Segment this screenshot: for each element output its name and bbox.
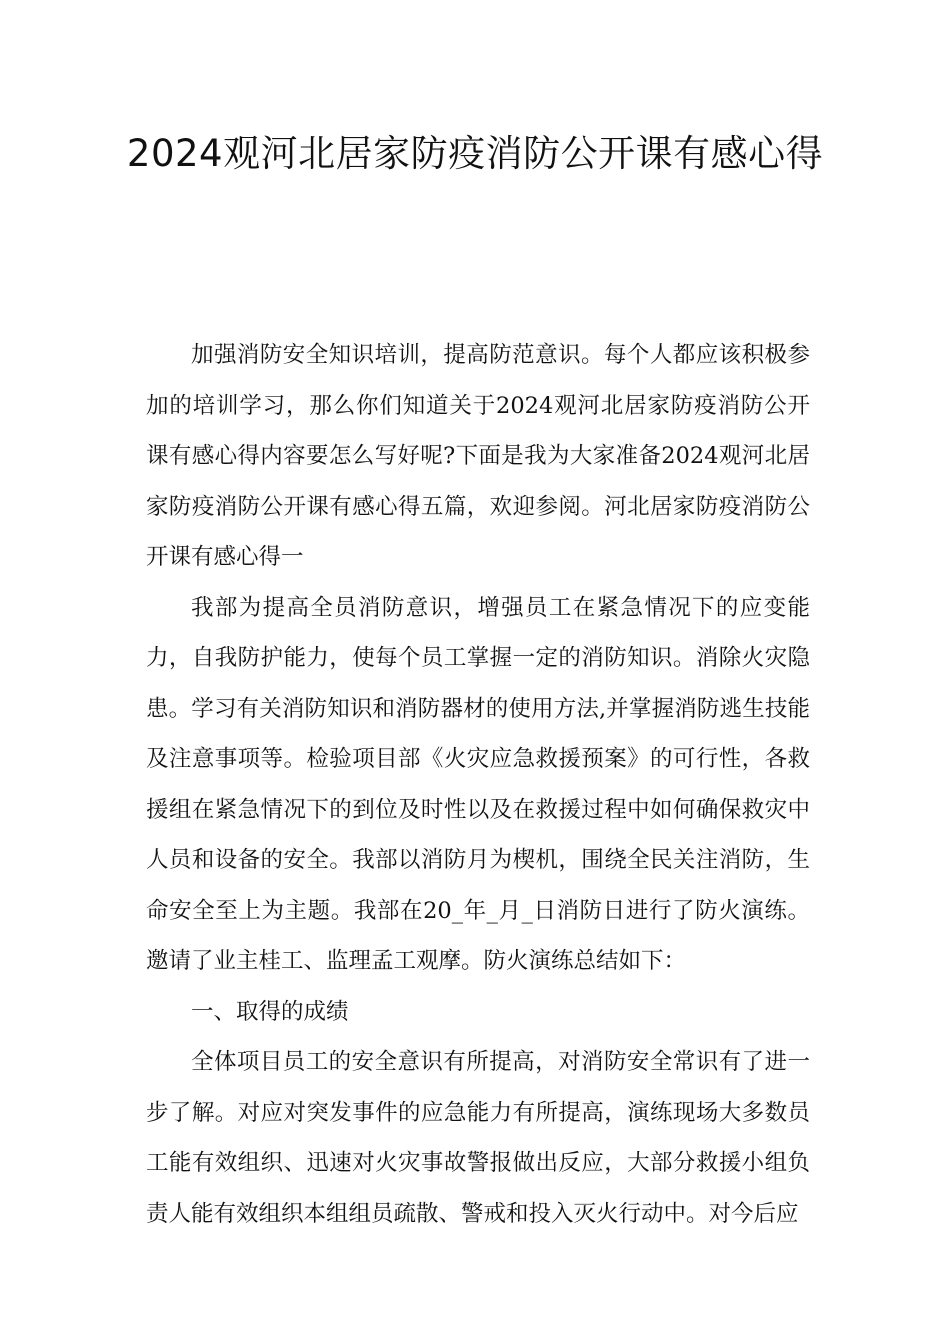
paragraph-achievements: 全体项目员工的安全意识有所提高，对消防安全常识有了进一步了解。对应对突发事件的应急能力有所提高，演练现场大多数员工能有效组织、迅速对火灾事故警报做出反应，大部分救援小组负责人能有效组织本组组员疏散、警戒和投入灭火行动中。对今后应	[146, 1049, 810, 1227]
paragraph-drill-overview: 我部为提高全员消防意识，增强员工在紧急情况下的应变能力，自我防护能力，使每个员工掌握一定的消防知识。消除火灾隐患。学习有关消防知识和消防器材的使用方法,并掌握消防逃生技能及注意事项等。检验项目部《火灾应急救援预案》的可行性，各救援组在紧急情况下的到位及时性以及在救援过程中如何确保救灾中人员和设备的安全。我部以消防月为楔机，围绕全民关注消防，生命安全至上为主题。我部在20_年_月_日消防日进行了防火演练。邀请了业主桂工、监理孟工观摩。防火演练总结如下：	[146, 594, 810, 974]
document-body	[146, 330, 810, 1239]
section-heading-achievements: 一、取得的成绩	[191, 998, 349, 1025]
document-title: 2024观河北居家防疫消防公开课有感心得	[126, 132, 824, 175]
paragraph-intro: 加强消防安全知识培训，提高防范意识。每个人都应该积极参加的培训学习，那么你们知道关于2024观河北居家防疫消防公开课有感心得内容要怎么写好呢?下面是我为大家准备2024观河北居家防疫消防公开课有感心得五篇，欢迎参阅。河北居家防疫消防公开课有感心得一	[146, 342, 810, 570]
